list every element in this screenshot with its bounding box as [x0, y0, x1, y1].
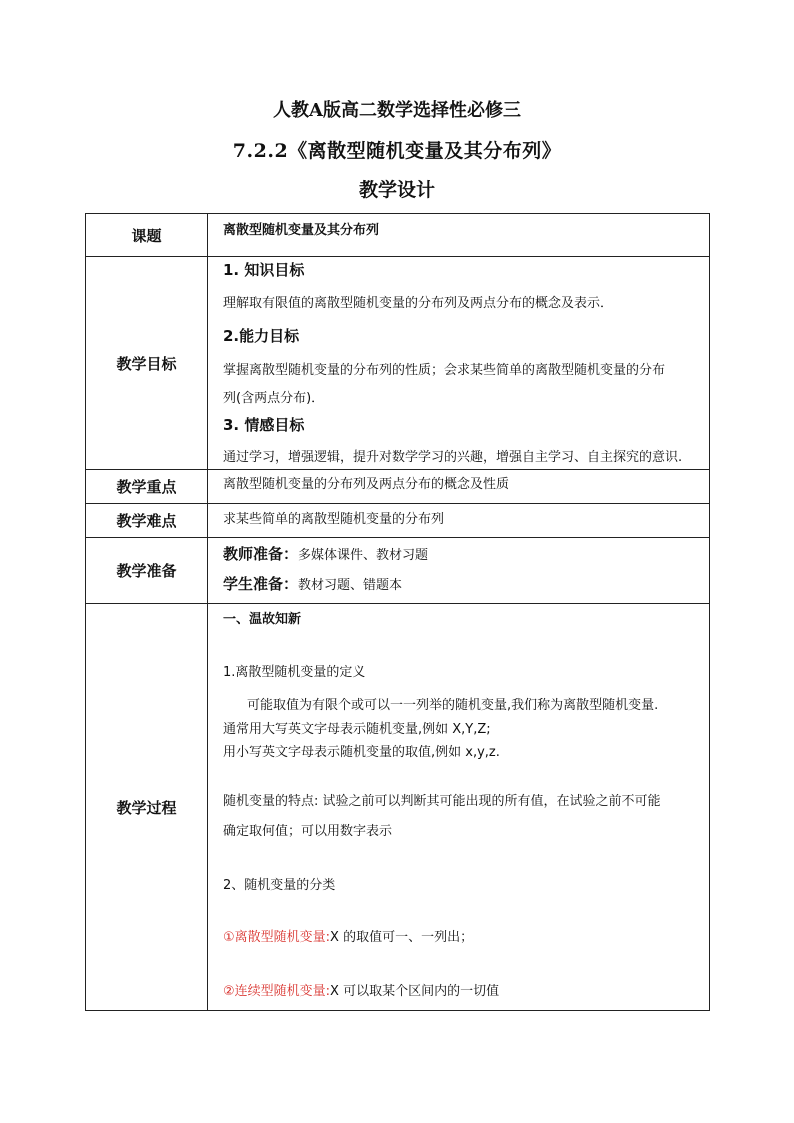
continuous-type-line: [223, 984, 499, 1001]
lesson-table: [85, 213, 710, 1011]
goal-ability-title: 2.能力目标: [223, 327, 300, 345]
row-topic: [86, 214, 710, 257]
features-text-2: 确定取何值；可以用数字表示: [223, 824, 393, 839]
row-prep: [86, 538, 710, 604]
row-process: [86, 604, 710, 1011]
key-value: 离散型随机变量的分布列及两点分布的概念及性质: [223, 477, 510, 492]
goal-ability-text-2: 列(含两点分布)．: [223, 391, 325, 406]
label-process: 教学过程: [86, 604, 208, 1011]
discrete-type-text: X 的取值可一、一列出；: [330, 930, 474, 945]
topic-value: 离散型随机变量及其分布列: [223, 223, 380, 238]
row-difficulty: [86, 504, 710, 538]
goal-knowledge-title: 1. 知识目标: [223, 261, 305, 279]
definition-text: 可能取值为有限个或可以一一列举的随机变量,我们称为离散型随机变量.: [247, 698, 659, 713]
goal-ability-text-1: 掌握离散型随机变量的分布列的性质；会求某些简单的离散型随机变量的分布: [223, 363, 666, 378]
classification-title: 2、随机变量的分类: [223, 878, 336, 893]
discrete-type-line: [223, 930, 473, 947]
difficulty-value: 求某些简单的离散型随机变量的分布列: [223, 512, 445, 527]
definition-title: 1.离散型随机变量的定义: [223, 665, 366, 680]
label-difficulty: 教学难点: [86, 504, 208, 538]
teacher-prep-value: 多媒体课件、教材习题: [298, 548, 429, 563]
document-heading: 教学设计: [358, 179, 435, 201]
lowercase-note: 用小写英文字母表示随机变量的取值,例如 x,y,z.: [223, 745, 500, 760]
continuous-type-label: ②连续型随机变量:: [223, 984, 331, 999]
features-text-1: 随机变量的特点: 试验之前可以判断其可能出现的所有值，在试验之前不可能: [223, 794, 661, 809]
teacher-prep: [223, 545, 428, 565]
student-prep: [223, 575, 402, 595]
goal-knowledge-text: 理解取有限值的离散型随机变量的分布列及两点分布的概念及表示．: [223, 296, 614, 311]
document-subtitle: 人教A版高二数学选择性必修三: [273, 100, 521, 121]
label-prep: 教学准备: [86, 538, 208, 604]
document-title: 7.2.2《离散型随机变量及其分布列》: [232, 140, 562, 162]
goal-emotion-title: 3. 情感目标: [223, 416, 305, 434]
teacher-prep-label: 教师准备：: [223, 545, 299, 563]
goal-emotion-text: 通过学习，增强逻辑，提升对数学学习的兴趣，增强自主学习、自主探究的意识.: [223, 450, 683, 465]
label-topic: 课题: [86, 214, 208, 257]
section-review-heading: 一、温故知新: [223, 612, 302, 627]
uppercase-note: 通常用大写英文字母表示随机变量,例如 X,Y,Z;: [223, 722, 491, 737]
label-key: 教学重点: [86, 470, 208, 504]
continuous-type-text: X 可以取某个区间内的一切值: [330, 984, 500, 999]
row-goals: [86, 257, 710, 470]
discrete-type-label: ①离散型随机变量:: [223, 930, 331, 945]
row-key: [86, 470, 710, 504]
student-prep-value: 教材习题、错题本: [298, 578, 403, 593]
label-goals: 教学目标: [86, 257, 208, 470]
student-prep-label: 学生准备：: [223, 575, 299, 593]
